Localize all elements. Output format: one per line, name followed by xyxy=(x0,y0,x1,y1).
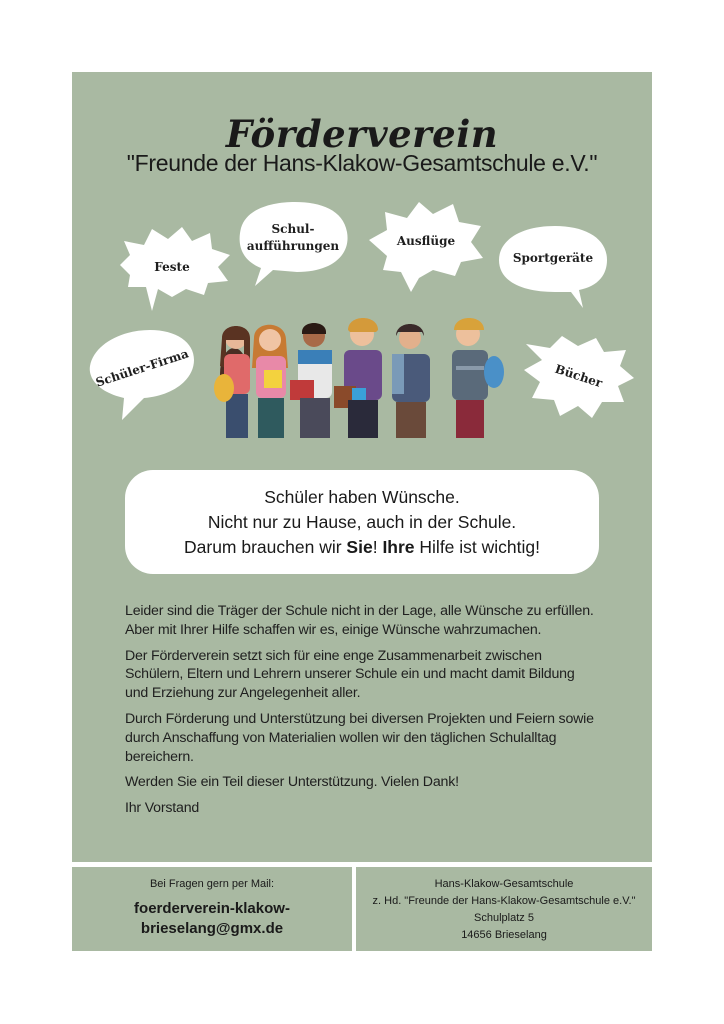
student-1 xyxy=(214,326,250,438)
bubble-ausfluege xyxy=(367,200,485,292)
highlight-box xyxy=(125,470,599,574)
student-2 xyxy=(252,325,288,438)
emphasis-ihre: Ihre xyxy=(382,536,415,557)
bubble-sportgeraete xyxy=(499,226,607,308)
address-line-1: Hans-Klakow-Gesamtschule xyxy=(434,878,574,890)
body-text xyxy=(125,602,595,825)
student-6 xyxy=(452,318,504,438)
address-line-3: Schulplatz 5 xyxy=(474,912,534,924)
bubble-firma-label: Schüler-Firma xyxy=(93,346,190,390)
bubble-buecher-label: Bücher xyxy=(552,362,604,391)
address-line-4: 14656 Brieselang xyxy=(461,929,547,941)
highlight-line-3: Darum brauchen wir Sie! Ihre Hilfe ist wichtig! xyxy=(184,536,540,557)
emphasis-sie: Sie xyxy=(346,536,373,557)
bubble-buecher xyxy=(522,334,634,420)
bubble-sportgeraete-label: Sportgeräte xyxy=(512,251,594,266)
bubble-feste xyxy=(112,225,232,311)
bubble-schueler-firma xyxy=(88,328,196,420)
student-3 xyxy=(290,323,332,438)
signature: Ihr Vorstand xyxy=(125,800,200,817)
footer-address xyxy=(356,867,652,951)
bubble-feste-label: Feste xyxy=(154,260,190,275)
flyer-subtitle: "Freunde der Hans-Klakow-Gesamtschule e.V." xyxy=(126,150,598,176)
contact-label: Bei Fragen gern per Mail: xyxy=(149,878,275,890)
bubble-schulauffuehrungen xyxy=(237,202,349,286)
contact-email[interactable]: foerderverein-klakow- brieselang@gmx.de xyxy=(134,900,290,937)
highlight-line-2: Nicht nur zu Hause, auch in der Schule. xyxy=(207,511,517,532)
paragraph-4: Werden Sie ein Teil dieser Unterstützung. Vielen Dank! xyxy=(125,774,459,791)
flyer-title: Förderverein xyxy=(225,112,499,156)
paragraph-1: Leider sind die Träger der Schule nicht in der Lage, alle Wünsche zu erfüllen. Aber mit Ihrer Hilfe schaffen wir es, einige Wünsche wahrzumachen. xyxy=(125,603,594,638)
flyer-panel xyxy=(72,72,652,862)
student-4 xyxy=(334,318,382,438)
footer-contact xyxy=(72,867,352,951)
bubble-ausfluege-label: Ausflüge xyxy=(396,234,456,249)
paragraph-3: Durch Förderung und Unterstützung bei diversen Projekten und Feiern sowie durch Anschaffung von Materialien wollen wir den täglichen Schulalltag bereichern. xyxy=(125,710,594,765)
students-illustration xyxy=(212,308,512,440)
student-5 xyxy=(392,324,430,438)
paragraph-2: Der Förderverein setzt sich für eine enge Zusammenarbeit zwischen Schülern, Eltern und Lehrern unserer Schule ein und macht damit Bildung und Erziehung zur Angelegenheit aller. xyxy=(125,647,575,702)
highlight-line-1: Schüler haben Wünsche. xyxy=(264,486,460,507)
bubble-schul-label: Schul- aufführungen xyxy=(246,221,340,253)
address-line-2: z. Hd. "Freunde der Hans-Klakow-Gesamtschule e.V." xyxy=(372,895,636,907)
